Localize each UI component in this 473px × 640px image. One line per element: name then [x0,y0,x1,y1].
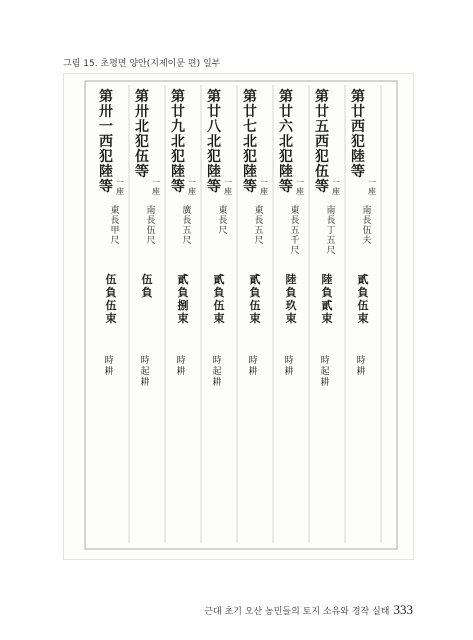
ledger-heading: 第廿六北犯陸等 [279,89,293,195]
ledger-note: 貳負伍束 [249,273,261,325]
ledger-section: 時耕 [104,356,114,377]
ledger-owner: 東長五尺 [254,206,264,246]
ledger-note: 伍負 [141,273,153,299]
ledger-note: 貳負伍束 [357,273,369,325]
ledger-field: 一座 [152,178,160,196]
ledger-heading: 第卅一西犯陸等 [99,89,113,195]
ledger-owner: 廣長五尺 [182,206,192,246]
ledger-note: 貳負伍束 [213,273,225,325]
ledger-heading: 第廿七北犯陸等 [243,89,257,195]
ledger-scan-image [63,73,414,560]
ledger-heading: 第廿西犯陸等 [351,89,365,180]
page-footer [204,602,413,618]
ledger-section: 時耕 [248,356,258,377]
ledger-note: 陸負玖束 [285,273,297,325]
ledger-heading: 第廿五西犯伍等 [315,89,329,195]
ledger-field: 一座 [296,178,304,196]
ledger-field: 一座 [260,178,268,196]
page-number: 333 [393,602,413,617]
ledger-owner: 南長伍夫 [362,206,372,246]
ledger-section: 時起耕 [212,356,222,388]
ledger-heading: 第卅北犯伍等 [135,89,149,180]
ledger-scan-drawing [63,73,414,560]
ledger-owner: 東長尺 [218,206,228,236]
ledger-section: 時耕 [356,356,366,377]
ledger-owner: 南長丁五尺 [326,206,336,256]
ledger-section: 時起耕 [320,356,330,388]
ledger-section: 時耕 [284,356,294,377]
figure-caption: 그림 15. 초평면 양안(지제이문 편) 일부 [63,59,221,69]
running-title: 근대 초기 오산 농민들의 토지 소유와 경작 실태 [204,607,390,617]
ledger-field: 一座 [368,178,376,196]
ledger-field: 一座 [188,178,196,196]
ledger-note: 貳負捌束 [177,273,189,325]
ledger-field: 一座 [332,178,340,196]
ledger-field: 一座 [224,178,232,196]
ledger-owner: 東長五千尺 [290,206,300,256]
ledger-field: 一座 [116,178,124,196]
ledger-owner: 東長甲尺 [110,206,120,246]
ledger-section: 時起耕 [140,356,150,388]
ledger-note: 陸負貳束 [321,273,333,325]
ledger-heading: 第廿八北犯陸等 [207,89,221,195]
ledger-owner: 南長伍尺 [146,206,156,246]
ledger-heading: 第廿九北犯陸等 [171,89,185,195]
ledger-section: 時耕 [176,356,186,377]
ledger-note: 伍負伍束 [105,273,117,325]
